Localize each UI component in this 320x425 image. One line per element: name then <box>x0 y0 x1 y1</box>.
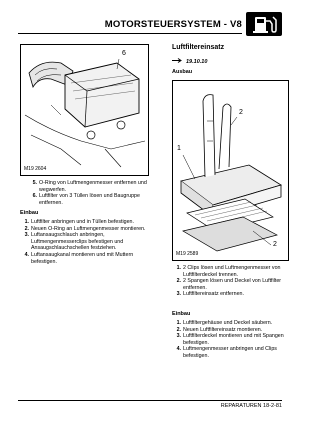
step-text: Neuen Luftfiltereinsatz montieren. <box>183 326 263 333</box>
callout-2-top: 2 <box>239 109 243 116</box>
step-number: 5. <box>32 180 37 186</box>
callout-1: 1 <box>177 145 181 152</box>
list-item <box>172 320 288 327</box>
list-item <box>172 346 288 359</box>
left-illustration <box>20 44 149 176</box>
list-item <box>20 226 150 233</box>
step-number: 1. <box>176 320 181 326</box>
step-text: Luftfiltereinsatz entfernen. <box>183 291 244 298</box>
step-number: 6. <box>32 193 37 200</box>
list-item <box>172 291 288 298</box>
einbau-steps-right <box>172 320 288 360</box>
list-item <box>172 265 288 278</box>
step-text: Luftansaugkanal montieren und mit Muttern befestigen. <box>31 251 134 265</box>
step-number: 2. <box>24 225 29 232</box>
right-illustration <box>172 80 289 261</box>
fuel-pump-icon <box>246 12 282 36</box>
step-number: 4. <box>176 346 181 353</box>
section-title: Luftfiltereinsatz <box>172 44 225 51</box>
header-divider <box>18 33 242 34</box>
callout-6: 6 <box>122 50 126 57</box>
page-footer: REPARATUREN 18-2-81 <box>220 403 282 409</box>
step-number: 3. <box>176 291 181 298</box>
step-text: O-Ring von Luftmengenmesser entfernen und wegwerfen. <box>39 180 147 193</box>
einbau-heading-right: Einbau <box>172 311 191 317</box>
list-item <box>28 193 150 206</box>
figure-code: M19 2589 <box>176 251 199 257</box>
step-text: Luftansaugschlauch anbringen, Luftmengenmesserclips befestigen und Ansaugschlauchschellen festziehen. <box>31 232 124 252</box>
step-text: Luftmengenmesser anbringen und Clips befestigen. <box>183 346 277 359</box>
footer-divider <box>18 400 282 401</box>
callout-2-bottom: 2 <box>273 241 277 248</box>
list-item <box>172 333 288 346</box>
ausbau-heading: Ausbau <box>172 69 193 75</box>
removal-steps-continued <box>28 180 150 206</box>
step-text: Luftfilter von 3 Tüllen lösen und Baugruppe entfernen. <box>39 193 140 206</box>
list-item <box>172 278 288 291</box>
step-number: 3. <box>24 232 29 239</box>
step-text: Luftfilter anbringen und in Tüllen befestigen. <box>31 219 134 225</box>
step-text: 2 Clips lösen und Luftmengenmesser von Luftfilterdeckel trennen. <box>183 265 281 278</box>
step-text: Neuen O-Ring an Luftmengenmesser montieren. <box>31 225 146 232</box>
step-number: 3. <box>176 333 181 340</box>
step-number: 4. <box>24 251 29 258</box>
list-item <box>20 219 150 226</box>
reference-code: 19.10.10 <box>186 58 208 65</box>
ausbau-steps <box>172 265 288 298</box>
wrench-icon <box>172 58 183 65</box>
list-item <box>20 232 150 252</box>
list-item <box>172 327 288 334</box>
list-item <box>20 252 150 265</box>
step-text: Luftfiltergehäuse und Deckel säubern. <box>183 320 273 326</box>
repair-reference <box>172 58 207 65</box>
step-number: 1. <box>176 265 181 271</box>
page-header-title: MOTORSTEUERSYSTEM - V8 <box>104 19 242 30</box>
list-item <box>28 180 150 193</box>
step-text: Luftfilterdeckel montieren und mit Spangen befestigen. <box>183 333 284 346</box>
step-text: 2 Spangen lösen und Deckel von Luftfilter entfernen. <box>183 278 282 291</box>
step-number: 2. <box>176 326 181 333</box>
step-number: 2. <box>176 278 181 285</box>
einbau-heading-left: Einbau <box>20 210 39 216</box>
figure-code: M19 2604 <box>24 166 47 172</box>
einbau-steps-left <box>20 219 150 265</box>
step-number: 1. <box>24 219 29 225</box>
